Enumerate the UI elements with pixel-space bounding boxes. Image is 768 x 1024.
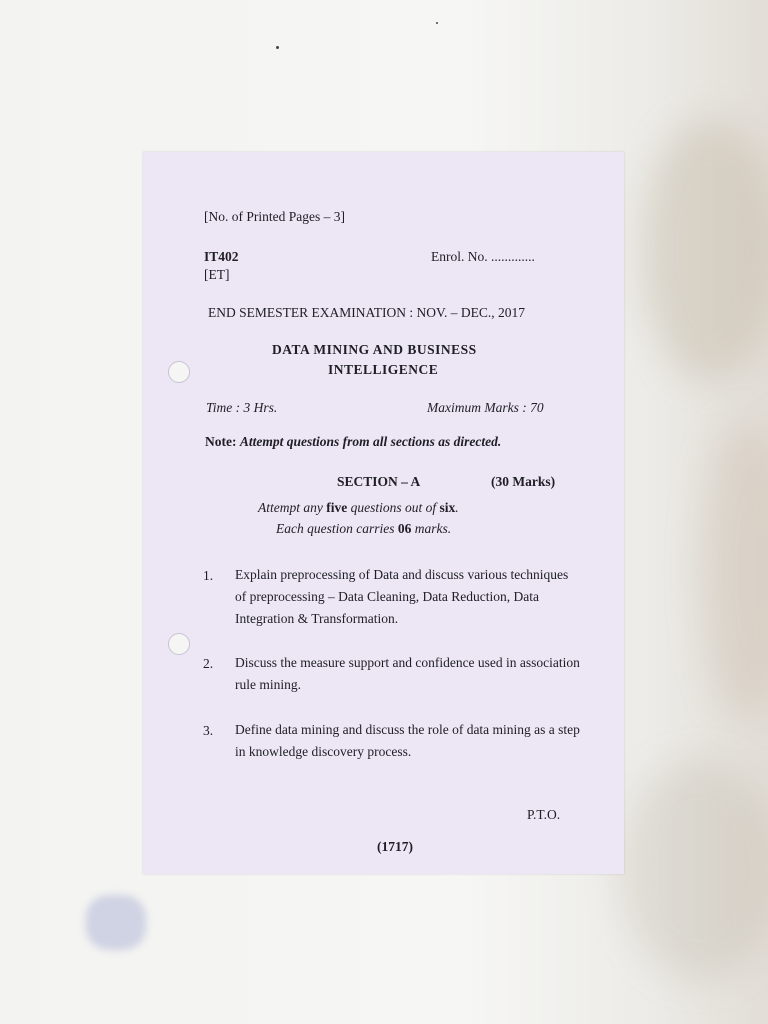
section-marks: (30 Marks) bbox=[491, 474, 556, 489]
question-number: 3. bbox=[203, 723, 214, 738]
instruction-emphasis: five bbox=[326, 500, 348, 515]
section-instruction-1 bbox=[258, 501, 459, 515]
subject-title-line1: DATA MINING AND BUSINESS bbox=[272, 342, 477, 357]
course-tag: [ET] bbox=[204, 267, 230, 282]
instruction-text: Attempt any bbox=[258, 500, 327, 515]
please-turn-over: P.T.O. bbox=[527, 807, 561, 822]
question-number: 1. bbox=[203, 568, 214, 583]
page-stain bbox=[640, 120, 768, 380]
course-code: IT402 bbox=[204, 249, 239, 264]
paper-code: (1717) bbox=[377, 839, 413, 854]
enrol-number-label: Enrol. No. ............. bbox=[431, 249, 535, 264]
printed-pages: [No. of Printed Pages – 3] bbox=[204, 209, 345, 224]
section-instruction-2 bbox=[276, 522, 451, 536]
page-stain bbox=[700, 420, 768, 720]
subject-title-line2: INTELLIGENCE bbox=[328, 362, 439, 377]
question-text: Define data mining and discuss the role of data mining as a step in knowledge discovery process. bbox=[235, 722, 580, 759]
instruction-text: marks. bbox=[411, 521, 452, 536]
note-label: Note: bbox=[205, 434, 237, 449]
page-stain bbox=[620, 760, 768, 980]
instruction-emphasis: six bbox=[439, 500, 456, 515]
speck bbox=[276, 46, 279, 49]
note-line bbox=[205, 435, 501, 449]
ink-smudge bbox=[86, 895, 146, 950]
exam-duration: Time : 3 Hrs. bbox=[206, 400, 278, 415]
instruction-text: questions out of bbox=[347, 500, 440, 515]
question-text: Explain preprocessing of Data and discuss various techniques of preprocessing – Data Cleaning, Data Reduction, Data Integration & Transformation. bbox=[235, 567, 569, 626]
section-heading: SECTION – A bbox=[337, 474, 421, 489]
question-number: 2. bbox=[203, 656, 214, 671]
instruction-emphasis: 06 bbox=[397, 521, 412, 536]
punch-hole bbox=[168, 361, 190, 383]
instruction-text: Each question carries bbox=[276, 521, 398, 536]
speck bbox=[436, 22, 438, 24]
question-text: Discuss the measure support and confidence used in association rule mining. bbox=[235, 655, 580, 692]
exam-title: END SEMESTER EXAMINATION : NOV. – DEC., 2017 bbox=[208, 305, 525, 320]
punch-hole bbox=[168, 633, 190, 655]
instruction-text: . bbox=[455, 500, 459, 515]
maximum-marks: Maximum Marks : 70 bbox=[427, 400, 544, 415]
note-text: Attempt questions from all sections as directed. bbox=[239, 434, 502, 449]
